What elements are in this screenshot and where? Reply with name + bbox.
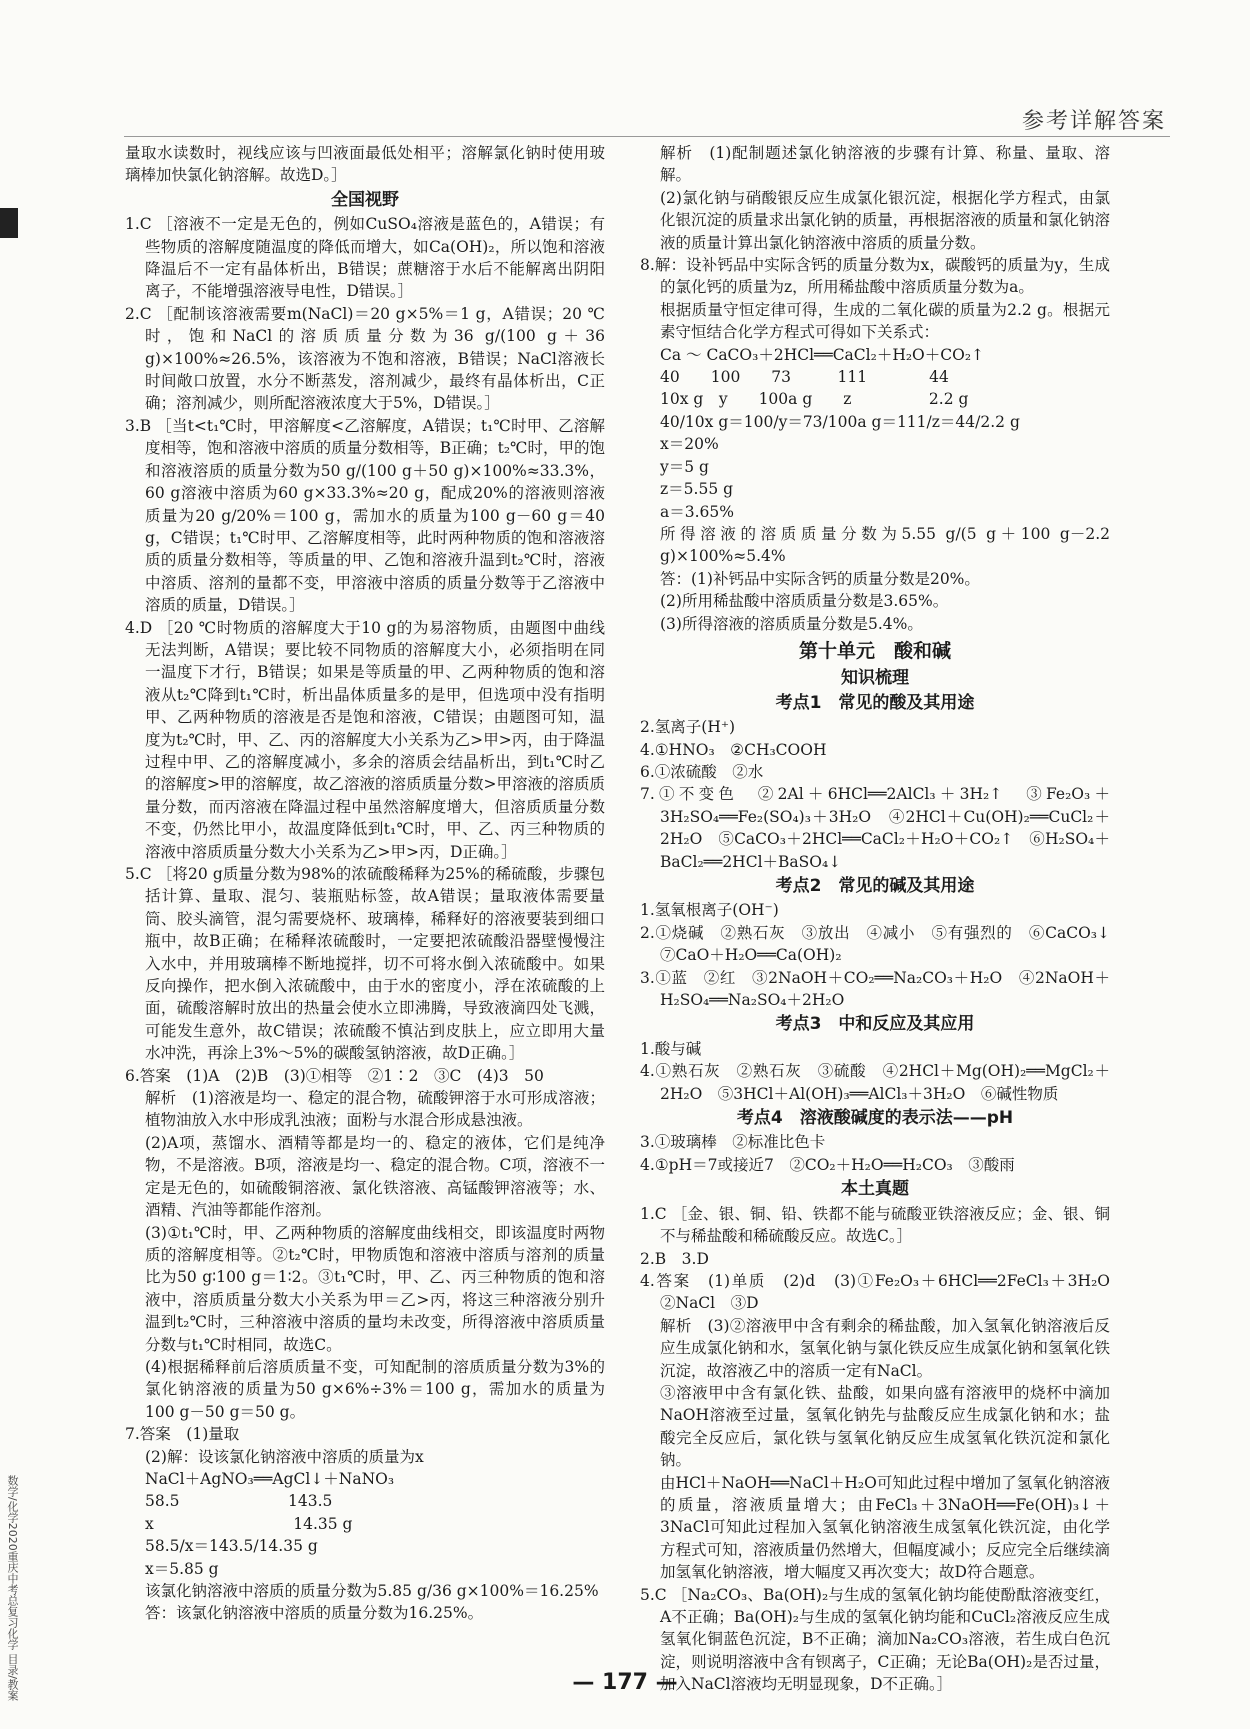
right-column	[640, 142, 1126, 1696]
answer-text: 量取水读数时，视线应该与凹液面最低处相平；溶解氯化钠时使用玻璃棒加快氯化钠溶解。故选D。］	[125, 144, 605, 185]
answer-text: 答：该氯化钠溶液中溶质的质量分数为16.25%。	[145, 1604, 484, 1623]
answer-text: 7.答案 (1)量取	[125, 1425, 240, 1444]
answer-text: 7.①不变色 ②2Al＋6HCl══2AlCl₃＋3H₂↑ ③Fe₂O₃＋3H₂SO₄══Fe₂(SO₄)₃＋3H₂O ④2HCl＋Cu(OH)₂══CuCl₂＋2H₂O ⑤CaCO₃＋2HCl══CaCl₂＋H₂O＋CO₂↑ ⑥H₂SO₄＋BaCl₂══2HCl＋BaSO₄↓	[640, 785, 1110, 871]
answer-text: (3)所得溶液的溶质质量分数是5.4%。	[660, 614, 923, 633]
answer-text: 5.C ［将20 g质量分数为98%的浓硫酸稀释为25%的稀硫酸，步骤包括计算、量取、混匀、装瓶贴标签，故A错误；量取液体需要量筒、胶头滴管，混匀需要烧杯、玻璃棒，稀释好的溶液要装到细口瓶中，故B正确；在稀释浓硫酸时，一定要把浓硫酸沿器壁慢慢注入水中，并用玻璃棒不断地搅拌，切不可将水倒入浓硫酸中。如果反向操作，把水倒入浓硫酸中，由于水的密度小，浮在浓硫酸的上面，硫酸溶解时放出的热量会使水立即沸腾，导致液滴四处飞溅，可能发生意外，故C错误；浓硫酸不慎沾到皮肤上，应立即用大量水冲洗，再涂上3%～5%的碳酸氢钠溶液，故D正确。］	[125, 865, 605, 1063]
answer-text: 根据质量守恒定律可得，生成的二氧化碳的质量为2.2 g。根据元素守恒结合化学方程式可得如下关系式：	[660, 300, 1110, 342]
section-heading: 第十单元 酸和碱	[798, 639, 951, 662]
answer-text: 4.D ［20 ℃时物质的溶解度大于10 g的为易溶物质，由题图中曲线无法判断，A错误；要比较不同物质的溶解度大小，必须指明在同一温度下才行，B错误；如果是等质量的甲、乙两种物质的饱和溶液从t₂℃降到t₁℃时，析出晶体质量多的是甲，但选项中没有指明甲、乙两种物质的溶液是否是饱和溶液，C错误；由题图可知，温度为t₂℃时，甲、乙、丙的溶解度大小关系为乙>甲>丙，由于降温过程中甲、乙的溶解度减小，多余的溶质会结晶析出，到t₁℃时乙的溶解度>甲的溶解度，故乙溶液的溶质质量分数>甲溶液的溶质质量分数，而丙溶液在降温过程中虽然溶解度增大，但溶质质量分数不变，仍然比甲小，故温度降低到t₁℃时，甲、乙、丙三种物质的溶液中溶质质量分数大小关系为乙>甲>丙，D正确。］	[125, 618, 605, 861]
answer-text: 解析 (3)②溶液甲中含有剩余的稀盐酸，加入氢氧化钠溶液后反应生成氯化钠和水，氢氧化钠与氯化铁反应生成氯化钠和氢氧化铁沉淀，故溶液乙中的溶质一定有NaCl。	[660, 1316, 1110, 1380]
answer-text: a＝3.65%	[660, 502, 734, 521]
answer-text: NaCl＋AgNO₃══AgCl↓＋NaNO₃	[145, 1469, 395, 1488]
answer-text: 4.答案 (1)单质 (2)d (3)①Fe₂O₃＋6HCl══2FeCl₃＋3H₂O ②NaCl ③D	[640, 1271, 1126, 1313]
page-header: 参考详解答案	[1021, 109, 1166, 134]
answer-text: 2.C ［配制该溶液需要m(NaCl)＝20 g×5%＝1 g，A错误；20 ℃时，饱和NaCl的溶质质量分数为36 g/(100 g＋36 g)×100%≈26.5%，该溶液为不饱和溶液，B错误；NaCl溶液长时间敞口放置，水分不断蒸发，溶剂减少，最终有晶体析出，C正确；溶剂减少，则所配溶液浓度大于5%，D错误。］	[125, 304, 605, 413]
answer-text: 6.答案 (1)A (2)B (3)①相等 ②1∶2 ③C (4)3 50	[125, 1066, 544, 1085]
answer-text: 答：(1)补钙品中实际含钙的质量分数是20%。	[660, 569, 980, 588]
answer-text: 该氯化钠溶液中溶质的质量分数为5.85 g/36 g×100%＝16.25%	[145, 1582, 599, 1600]
answer-text: 5.C ［Na₂CO₃、Ba(OH)₂与生成的氢氧化钠均能使酚酞溶液变红，A不正确；Ba(OH)₂与生成的氢氧化钠均能和CuCl₂溶液反应生成氢氧化铜蓝色沉淀，B不正确；滴加Na₂CO₃溶液，若生成白色沉淀，则说明溶液中含有钡离子，C正确；无论Ba(OH)₂是否过量，加入NaCl溶液均无明显现象，D不正确。］	[640, 1585, 1110, 1694]
binding-mark	[0, 208, 18, 238]
answer-text: 40/10x g＝100/y＝73/100a g＝111/z＝44/2.2 g	[660, 412, 1020, 431]
answer-text: 3.①蓝 ②红 ③2NaOH＋CO₂══Na₂CO₃＋H₂O ④2NaOH＋H₂SO₄══Na₂SO₄＋2H₂O	[640, 968, 1110, 1010]
section-heading: 考点4 溶液酸碱度的表示法——pH	[736, 1108, 1014, 1129]
answer-text: ③溶液甲中含有氯化铁、盐酸，如果向盛有溶液甲的烧杯中滴加NaOH溶液至过量，氢氧化钠先与盐酸反应生成氯化钠和水；盐酸完全反应后，氯化铁与氢氧化钠反应生成氢氧化铁沉淀和氯化钠。	[660, 1383, 1110, 1470]
header-rule	[124, 136, 1170, 137]
answer-text: 1.C ［溶液不一定是无色的，例如CuSO₄溶液是蓝色的，A错误；有些物质的溶解度随温度的降低而增大，如Ca(OH)₂，所以饱和溶液降温后不一定有晶体析出，B错误；蔗糖溶于水后不能解离出阴阳离子，不能增强溶液导电性，D错误。］	[125, 215, 605, 301]
answer-text: 所得溶液的溶质质量分数为5.55 g/(5 g＋100 g－2.2 g)×100%≈5.4%	[660, 524, 1110, 566]
answer-text: (2)氯化钠与硝酸银反应生成氯化银沉淀，根据化学方程式，由氯化银沉淀的质量求出氯化钠的质量，再根据溶液的质量和氯化钠溶液的质量计算出氯化钠溶液中溶质的质量分数。	[660, 188, 1110, 252]
section-heading: 全国视野	[331, 189, 399, 210]
answer-text: 40 100 73 111 44	[660, 368, 949, 387]
answer-text: 6.①浓硫酸 ②水	[640, 762, 764, 781]
answer-text: 4.①HNO₃ ②CH₃COOH	[640, 740, 827, 759]
answer-text: 1.氢氧根离子(OH⁻)	[640, 901, 779, 920]
section-heading: 考点1 常见的酸及其用途	[775, 692, 975, 713]
answer-text: 1.C ［金、银、铜、铅、铁都不能与硫酸亚铁溶液反应；金、银、铜不与稀盐酸和稀硫酸反应。故选C。］	[640, 1204, 1110, 1246]
answer-text: 3.B ［当t<t₁℃时，甲溶解度<乙溶解度，A错误；t₁℃时甲、乙溶解度相等，饱和溶液中溶质的质量分数相等，B正确；t₂℃时，甲的饱和溶液溶质的质量分数为50 g/(100 g＋50 g)×100%≈33.3%，60 g溶液中溶质为60 g×33.3%≈20 g，配成20%的溶液则溶液质量为20 g/20%＝100 g，需加水的质量为100 g－60 g＝40 g，C错误；t₁℃时甲、乙溶解度相等，此时两种物质的饱和溶液溶质的质量分数相等，等质量的甲、乙饱和溶液升温到t₂℃时，溶液中溶质、溶剂的量都不变，甲溶液中溶质的质量分数等于乙溶液中溶质的质量，D错误。］	[125, 416, 605, 615]
answer-text: z＝5.55 g	[660, 480, 734, 499]
answer-text: 8.解：设补钙品中实际含钙的质量分数为x，碳酸钙的质量为y，生成的氯化钙的质量为z，所用稀盐酸中溶质质量分数为a。	[640, 256, 1110, 297]
answer-text: 4.①pH＝7或接近7 ②CO₂＋H₂O══H₂CO₃ ③酸雨	[640, 1155, 1015, 1174]
answer-text: 解析 (1)配制题述氯化钠溶液的步骤有计算、称量、量取、溶解。	[660, 144, 1110, 185]
answer-text: x＝5.85 g	[145, 1559, 219, 1578]
answer-text: 由HCl＋NaOH══NaCl＋H₂O可知此过程中增加了氢氧化钠溶液的质量，溶液质量增大；由FeCl₃＋3NaOH══Fe(OH)₃↓＋3NaCl可知此过程加入氢氧化钠溶液生成氢氧化铁沉淀，由化学方程式可知，溶液质量仍然增大，但幅度减小；反应完全后继续滴加氢氧化钠溶液，增大幅度又再次变大；故D符合题意。	[660, 1473, 1110, 1582]
answer-text: (4)根据稀释前后溶质质量不变，可知配制的溶质质量分数为3%的氯化钠溶液的质量为50 g×6%÷3%＝100 g，需加水的质量为100 g－50 g＝50 g。	[145, 1357, 605, 1421]
answer-text: 2.氢离子(H⁺)	[640, 718, 736, 737]
answer-text: Ca ～ CaCO₃＋2HCl══CaCl₂＋H₂O＋CO₂↑	[660, 345, 985, 364]
answer-text: 解析 (1)溶液是均一、稳定的混合物，硫酸钾溶于水可形成溶液；植物油放入水中形成乳浊液；面粉与水混合形成悬浊液。	[145, 1089, 605, 1130]
answer-text: (2)A项，蒸馏水、酒精等都是均一的、稳定的液体，它们是纯净物，不是溶液。B项，溶液是均一、稳定的混合物。C项，溶液不一定是无色的，如硫酸铜溶液、氯化铁溶液、高锰酸钾溶液等；水、酒精、汽油等都能作溶剂。	[145, 1133, 605, 1220]
answer-text: 2.B 3.D	[640, 1249, 709, 1268]
answer-text: 58.5 143.5	[145, 1492, 333, 1511]
section-heading: 本土真题	[841, 1179, 909, 1200]
section-heading: 考点3 中和反应及其应用	[775, 1014, 975, 1035]
side-text: 数学/化学2020重庆中考总复习化学 目录/教案	[6, 1475, 19, 1701]
answer-text: (2)解：设该氯化钠溶液中溶质的质量为x	[145, 1447, 424, 1466]
answer-text: 3.①玻璃棒 ②标准比色卡	[640, 1133, 826, 1152]
section-heading: 考点2 常见的碱及其用途	[775, 876, 975, 896]
answer-text: (3)①t₁℃时，甲、乙两种物质的溶解度曲线相交，即该温度时两物质的溶解度相等。②t₂℃时，甲物质饱和溶液中溶质与溶剂的质量比为50 g∶100 g＝1∶2。③t₁℃时，甲、乙、丙三种物质的饱和溶液中，溶质质量分数大小关系为甲＝乙>丙，将这三种溶液分别升温到t₂℃时，三种溶液中溶质的量均未改变，所得溶液中溶质质量分数与t₁℃时相同，故选C。	[145, 1223, 605, 1354]
answer-text: 1.酸与碱	[640, 1039, 702, 1058]
answer-text: 2.①烧碱 ②熟石灰 ③放出 ④减小 ⑤有强烈的 ⑥CaCO₃↓ ⑦CaO＋H₂O══Ca(OH)₂	[640, 923, 1126, 965]
page-number: — 177 —	[572, 1670, 678, 1695]
answer-text: (2)所用稀盐酸中溶质质量分数是3.65%。	[660, 592, 949, 611]
left-column	[125, 142, 605, 1625]
section-heading: 知识梳理	[841, 668, 909, 689]
answer-text: x 14.35 g	[145, 1514, 353, 1533]
answer-text: 10x g y 100a g z 2.2 g	[660, 390, 969, 409]
answer-text: 58.5/x＝143.5/14.35 g	[145, 1537, 318, 1556]
answer-text: y＝5 g	[660, 457, 709, 476]
answer-text: 4.①熟石灰 ②熟石灰 ③硫酸 ④2HCl＋Mg(OH)₂══MgCl₂＋2H₂O ⑤3HCl＋Al(OH)₃══AlCl₃＋3H₂O ⑥碱性物质	[640, 1062, 1110, 1103]
answer-text: x＝20%	[660, 435, 719, 454]
